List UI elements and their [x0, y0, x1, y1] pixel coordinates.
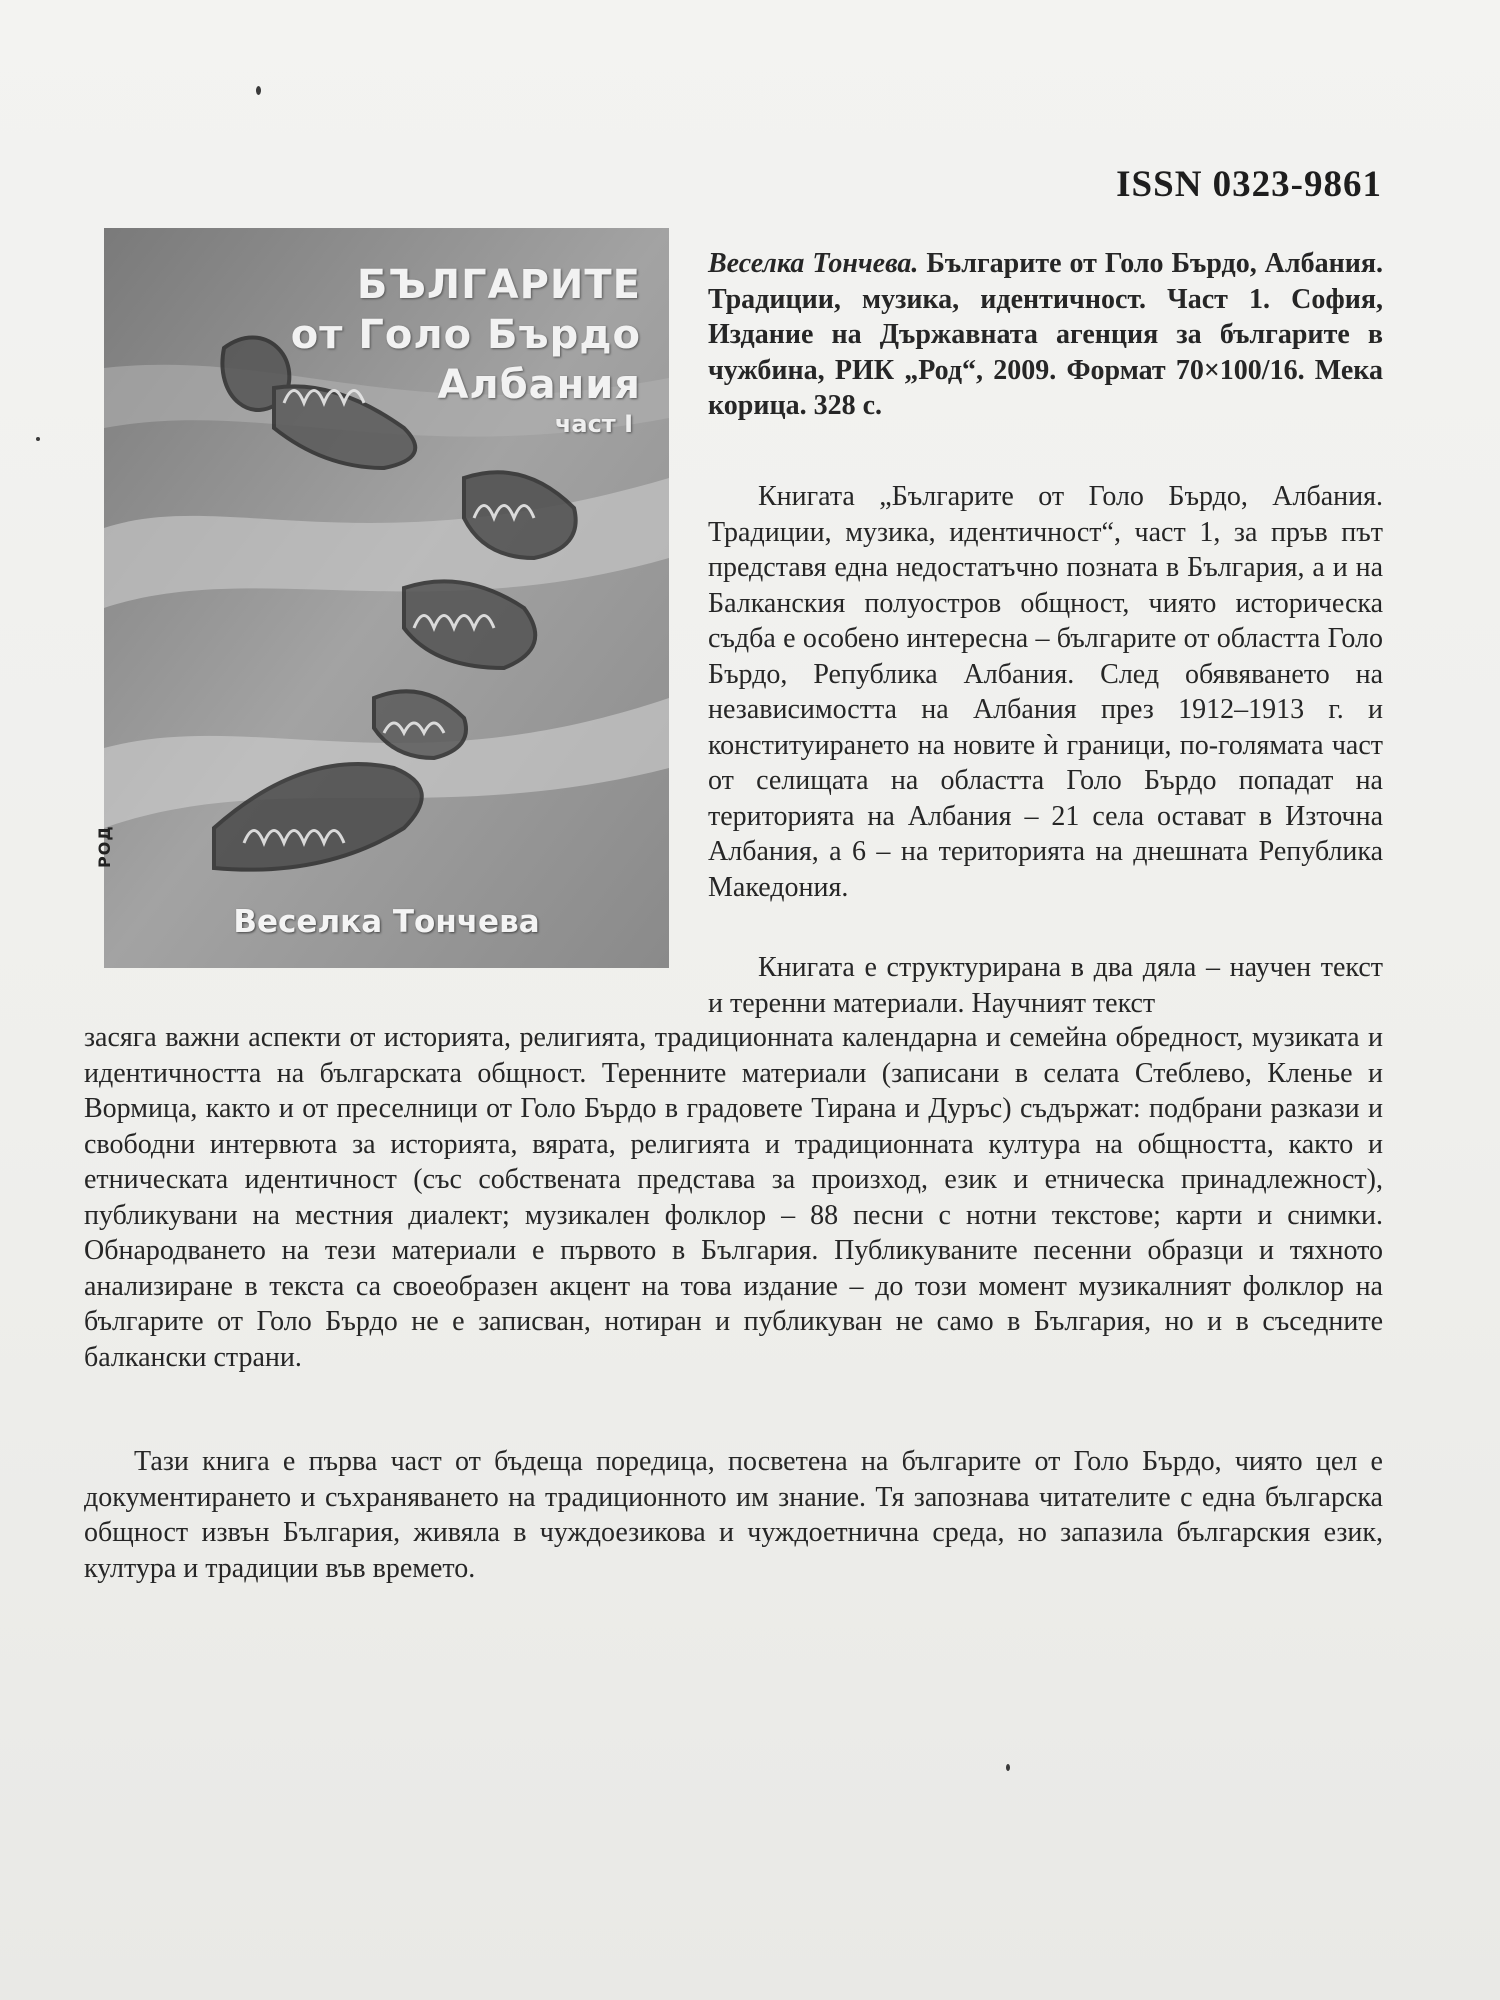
- paragraph: Тази книга е първа част от бъдеща поредица, посветена на българите от Голо Бърдо, чиято цел е документирането и съхраняването на традиционното им знание. Тя запознава читателите с една българска общност извън България, живяла в чуждоезикова и чуждоетнична среда, но запазила българския език, култура и традиции във времето.: [84, 1446, 1383, 1584]
- bibliographic-details: Българите от Голо Бърдо, Албания. Традиции, музика, идентичност. Част 1. София, Издание на Държавната агенция за българите в чужбина, РИК „Род“, 2009. Формат 70×100/16. Мека корица. 328 с.: [708, 248, 1384, 421]
- book-cover-image: [95, 228, 669, 968]
- cover-author: Веселка Тончева: [233, 904, 540, 940]
- issn-number: ISSN 0323-9861: [1116, 164, 1382, 205]
- bibliographic-author: Веселка Тончева.: [708, 248, 919, 279]
- paragraph: Книгата „Българите от Голо Бърдо, Албания. Традиции, музика, идентичност“, част 1, за пръв път представя една недостатъчно позната в България, а и на Балканския полуостров общност, чиято историческа съдба е особено интересна – българите от областта Голо Бърдо, Република Албания. След обявяването на независимостта на Албания през 1912–1913 г. и конституирането на новите ѝ граници, по-голямата част от селищата на областта Голо Бърдо попадат на територията на Албания – 21 села остават в Източна Албания, а 6 – на територията на днешната Република Македония.: [708, 481, 1383, 903]
- cover-part-label: част I: [554, 410, 633, 438]
- speck: [256, 86, 261, 95]
- cover-title-line: Албания: [437, 362, 641, 408]
- cover-title-line: от Голо Бърдо: [290, 312, 641, 358]
- paragraph-continuation: засяга важни аспекти от историята, религията, традиционната календарна и семейна обредност, музиката и идентичността на българската общност. Теренните материали (записани в селата Стеблево, Кленье и Вормица, както и от преселници от Голо Бърдо в градовете Тирана и Дуръс) съдържат: подбрани разкази и свободни интервюта за историята, вярата, религията и традиционната култура на общността, както и етническата идентичност (със собствената представа за произход, език и етническа принадлежност), публикувани на местния диалект; музикален фолклор – 88 песни с нотни текстове; карти и снимки. Обнародването на тези материали е първото в България. Публикуваните песенни образци и тяхното анализиране в текста са своеобразен акцент на това издание – до този момент музикалният фолклор на българите от Голо Бърдо не е записван, нотиран и публикуван не само в България, но и в съседните балкански страни.: [84, 1022, 1383, 1373]
- bibliographic-entry: [708, 246, 1383, 424]
- cover-publisher-mark: РОД: [95, 825, 114, 868]
- paragraph-start: Книгата е структурирана в два дяла – научен текст и теренни материали. Научният текст: [708, 952, 1383, 1019]
- speck: [1006, 1764, 1010, 1771]
- cover-title: [291, 260, 641, 410]
- speck: [36, 437, 40, 441]
- cover-title-line: БЪЛГАРИТЕ: [356, 262, 641, 308]
